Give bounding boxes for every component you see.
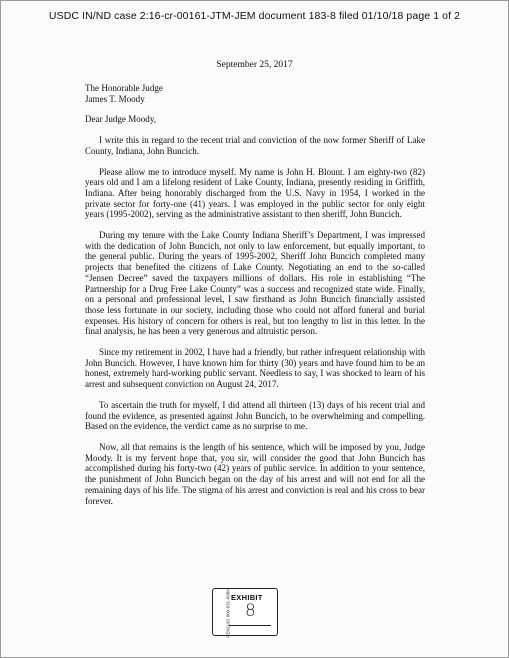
salutation: Dear Judge Moody, — [85, 114, 157, 125]
exhibit-number: 8 — [245, 601, 256, 621]
recipient-line-1: The Honorable Judge — [85, 83, 163, 93]
letter-date: September 25, 2017 — [216, 60, 293, 70]
court-filing-header: USDC IN/ND case 2:16-cr-00161-JTM-JEM document 183-8 filed 01/10/18 page 1 of 2 — [48, 10, 461, 22]
exhibit-title: EXHIBIT — [231, 593, 263, 602]
exhibit-number-line — [229, 625, 271, 626]
paragraph-6: Now, all that remains is the length of his sentence, which will be imposed by you, Judge Moody. It is my fervent hope that, you sir, will consider the good that John Buncich has accomplished during his forty-two (42) years of public service. In addition to your sentence, the punishment of John Buncich began on the day of his arrest and will not end for all the remaining days of his life. The stigma of his arrest and conviction is real and his cross to bear forever. — [85, 441, 425, 506]
recipient-address — [85, 83, 425, 104]
letter-body — [85, 83, 425, 506]
recipient-line-2: James T. Moody — [85, 93, 145, 104]
exhibit-vendor-code: PENGAD 800-631-6989 — [225, 589, 231, 638]
paragraph-1: I write this in regard to the recent trial and conviction of the now former Sheriff of Lake County, Indiana, John Buncich. — [85, 135, 425, 156]
exhibit-sticker — [212, 588, 278, 636]
paragraph-2: Please allow me to introduce myself. My name is John H. Blount. I am eighty-two (82) years old and I am a lifelong resident of Lake County, Indiana, presently residing in Griffith, Indiana. After being honorably discharged from the U.S. Navy in 1954, I worked in the private sector for forty-one (41) years. I was employed in the public sector for only eight years (1995-2002), serving as the administrative assistant to then sheriff, John Buncich. — [85, 166, 425, 220]
paragraph-5: To ascertain the truth for myself, I did attend all thirteen (13) days of his recent trial and found the evidence, as presented against John Buncich, to be overwhelming and compelling. Based on the evidence, the verdict came as no surprise to me. — [85, 399, 425, 432]
paragraph-4: Since my retirement in 2002, I have had a friendly, but rather infrequent relationship with John Buncich. However, I have known him for thirty (30) years and have found him to be an honest, extremely hard-working public servant. Needless to say, I was shocked to learn of his arrest and subsequent conviction on August 24, 2017. — [85, 347, 425, 390]
paragraph-3: During my tenure with the Lake County Indiana Sheriff’s Department, I was impressed with the dedication of John Buncich, not only to law enforcement, but equally important, to the general public. During the years of 1995-2002, Sheriff John Buncich completed many projects that benefited the citizens of Lake County. Negotiating an end to the so-called “Jensen Decree” saved the taxpayers millions of dollars. His role in establishing “The Partnership for a Drug Free Lake County” was a success and recognized state wide. Finally, on a personal and professional level, I saw firsthand as John Buncich financially assisted those less fortunate in our society, including those who could not afford funeral and burial expenses. His history of concern for others is real, but too lengthy to list in this letter. In the final analysis, he has been a very generous and altruistic person. — [85, 230, 425, 337]
